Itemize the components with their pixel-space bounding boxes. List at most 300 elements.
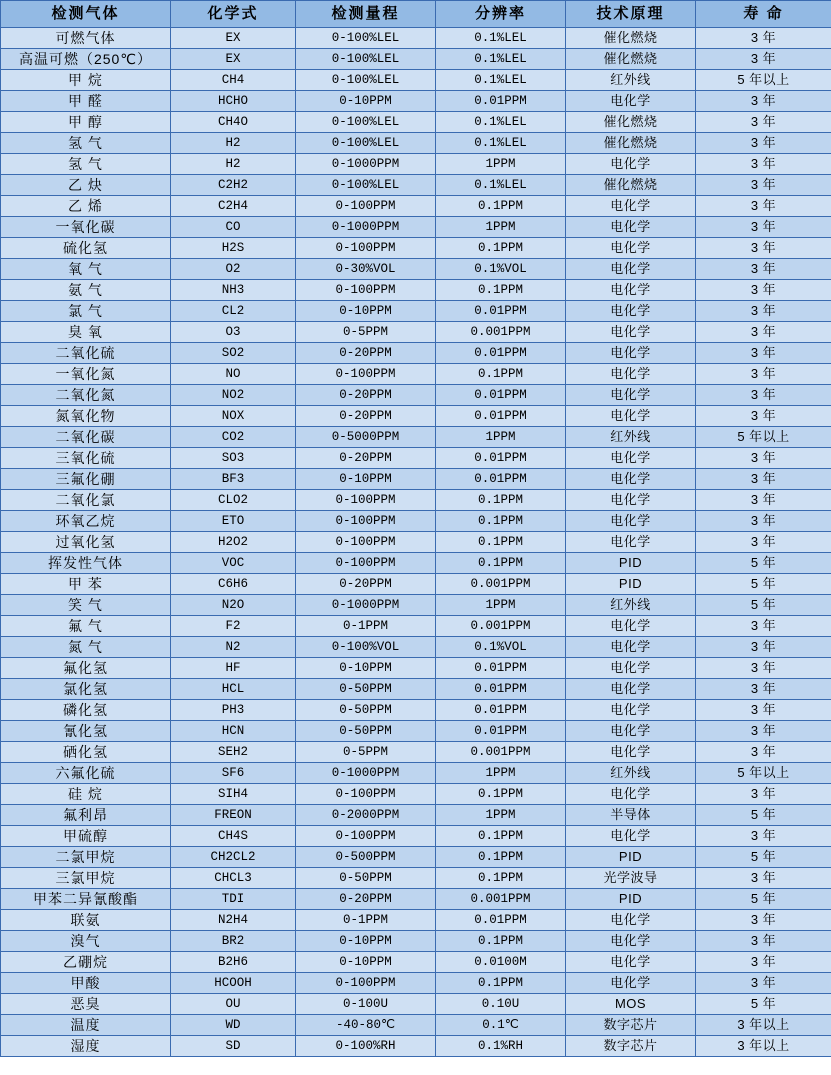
table-row (1, 847, 831, 868)
table-cell: 催化燃烧 (566, 175, 696, 196)
table-cell: 电化学 (566, 658, 696, 679)
table-cell: 0.01PPM (436, 91, 566, 112)
table-row (1, 805, 831, 826)
table-cell: N2 (171, 637, 296, 658)
table-cell: 二氯甲烷 (1, 847, 171, 868)
table-cell: 甲硫醇 (1, 826, 171, 847)
table-cell: C2H4 (171, 196, 296, 217)
table-cell: 3 年 (696, 658, 831, 679)
table-cell: 0-100PPM (296, 784, 436, 805)
table-cell: 0-100PPM (296, 973, 436, 994)
table-row (1, 595, 831, 616)
table-cell: 电化学 (566, 700, 696, 721)
table-cell: 氢 气 (1, 154, 171, 175)
table-cell: 二氧化氮 (1, 385, 171, 406)
table-cell: 氮 气 (1, 637, 171, 658)
table-cell: 3 年 (696, 826, 831, 847)
table-cell: NO (171, 364, 296, 385)
table-cell: 电化学 (566, 679, 696, 700)
table-cell: 催化燃烧 (566, 28, 696, 49)
table-cell: 电化学 (566, 91, 696, 112)
table-cell: 0-100%LEL (296, 28, 436, 49)
table-header (1, 1, 831, 28)
column-header-range: 检测量程 (296, 1, 436, 28)
table-cell: 0-50PPM (296, 868, 436, 889)
table-cell: CH2CL2 (171, 847, 296, 868)
table-cell: 氯 气 (1, 301, 171, 322)
table-row (1, 196, 831, 217)
table-row (1, 700, 831, 721)
table-cell: 二氧化碳 (1, 427, 171, 448)
table-cell: 3 年 (696, 343, 831, 364)
table-cell: 高温可燃（250℃） (1, 49, 171, 70)
table-cell: PID (566, 553, 696, 574)
table-cell: 0.1%LEL (436, 112, 566, 133)
table-cell: HF (171, 658, 296, 679)
table-row (1, 490, 831, 511)
table-cell: 电化学 (566, 784, 696, 805)
table-row (1, 238, 831, 259)
table-cell: 0.01PPM (436, 469, 566, 490)
table-cell: CL2 (171, 301, 296, 322)
table-cell: 电化学 (566, 637, 696, 658)
table-cell: 甲 烷 (1, 70, 171, 91)
header-row (1, 1, 831, 28)
table-cell: 0.1PPM (436, 238, 566, 259)
table-cell: 电化学 (566, 154, 696, 175)
table-cell: 3 年 (696, 28, 831, 49)
table-cell: 三氯甲烷 (1, 868, 171, 889)
table-cell: 二氧化氯 (1, 490, 171, 511)
table-cell: O3 (171, 322, 296, 343)
table-cell: 0-100%LEL (296, 133, 436, 154)
table-cell: 0.01PPM (436, 910, 566, 931)
table-cell: 0-100%LEL (296, 112, 436, 133)
table-cell: NH3 (171, 280, 296, 301)
table-row (1, 889, 831, 910)
table-cell: 0-100PPM (296, 511, 436, 532)
table-cell: 电化学 (566, 301, 696, 322)
table-cell: 5 年 (696, 574, 831, 595)
table-cell: SO3 (171, 448, 296, 469)
table-cell: 红外线 (566, 763, 696, 784)
table-cell: H2 (171, 154, 296, 175)
table-cell: PID (566, 574, 696, 595)
table-cell: 0.1%VOL (436, 637, 566, 658)
table-cell: 0-20PPM (296, 889, 436, 910)
table-row (1, 259, 831, 280)
table-cell: 3 年 (696, 973, 831, 994)
table-cell: 0-50PPM (296, 700, 436, 721)
table-cell: 氟化氢 (1, 658, 171, 679)
table-cell: 甲 醛 (1, 91, 171, 112)
table-cell: 0.01PPM (436, 700, 566, 721)
table-cell: 催化燃烧 (566, 112, 696, 133)
table-row (1, 679, 831, 700)
column-header-resolution: 分辨率 (436, 1, 566, 28)
table-cell: 5 年以上 (696, 427, 831, 448)
table-cell: 0-2000PPM (296, 805, 436, 826)
table-row (1, 217, 831, 238)
table-cell: 乙硼烷 (1, 952, 171, 973)
table-cell: 0-100%LEL (296, 70, 436, 91)
table-cell: 0.01PPM (436, 448, 566, 469)
table-row (1, 28, 831, 49)
table-cell: 甲 醇 (1, 112, 171, 133)
table-cell: 红外线 (566, 595, 696, 616)
table-row (1, 91, 831, 112)
table-cell: 0-100PPM (296, 196, 436, 217)
table-cell: 3 年 (696, 406, 831, 427)
table-cell: 乙 烯 (1, 196, 171, 217)
table-cell: SO2 (171, 343, 296, 364)
table-cell: 氧 气 (1, 259, 171, 280)
table-cell: 3 年 (696, 280, 831, 301)
table-row (1, 910, 831, 931)
table-row (1, 532, 831, 553)
table-row (1, 427, 831, 448)
table-cell: 3 年 (696, 952, 831, 973)
table-cell: 3 年 (696, 511, 831, 532)
table-cell: 0.1%LEL (436, 133, 566, 154)
table-row (1, 763, 831, 784)
table-cell: 0-1000PPM (296, 763, 436, 784)
table-cell: 5 年 (696, 595, 831, 616)
table-cell: 0-100PPM (296, 553, 436, 574)
table-cell: 电化学 (566, 973, 696, 994)
table-cell: 0-100PPM (296, 490, 436, 511)
table-cell: O2 (171, 259, 296, 280)
table-cell: 过氧化氢 (1, 532, 171, 553)
table-cell: 电化学 (566, 259, 696, 280)
table-cell: SD (171, 1036, 296, 1057)
table-cell: 3 年以上 (696, 1015, 831, 1036)
table-cell: 5 年 (696, 994, 831, 1015)
table-cell: BR2 (171, 931, 296, 952)
table-cell: 数字芯片 (566, 1015, 696, 1036)
table-cell: HCN (171, 721, 296, 742)
table-cell: CH4O (171, 112, 296, 133)
table-cell: CHCL3 (171, 868, 296, 889)
table-row (1, 280, 831, 301)
table-cell: 0-10PPM (296, 91, 436, 112)
table-cell: 电化学 (566, 952, 696, 973)
table-cell: 0-5PPM (296, 322, 436, 343)
table-cell: 半导体 (566, 805, 696, 826)
table-cell: 0-100PPM (296, 364, 436, 385)
table-cell: CLO2 (171, 490, 296, 511)
table-cell: 环氧乙烷 (1, 511, 171, 532)
table-cell: 0.1%VOL (436, 259, 566, 280)
table-cell: 0-20PPM (296, 343, 436, 364)
table-cell: 0-50PPM (296, 721, 436, 742)
table-cell: 电化学 (566, 910, 696, 931)
table-cell: 0-500PPM (296, 847, 436, 868)
table-cell: 3 年 (696, 133, 831, 154)
table-row (1, 658, 831, 679)
table-cell: PID (566, 847, 696, 868)
table-cell: 0.1%LEL (436, 49, 566, 70)
table-cell: 三氧化硫 (1, 448, 171, 469)
table-cell: 电化学 (566, 490, 696, 511)
table-cell: 数字芯片 (566, 1036, 696, 1057)
table-cell: 0.1PPM (436, 826, 566, 847)
table-cell: 3 年 (696, 910, 831, 931)
table-cell: 3 年 (696, 49, 831, 70)
table-cell: 0-5PPM (296, 742, 436, 763)
table-cell: 0-100%VOL (296, 637, 436, 658)
table-cell: 3 年 (696, 364, 831, 385)
table-cell: 0-20PPM (296, 448, 436, 469)
table-cell: 电化学 (566, 280, 696, 301)
table-cell: 臭 氧 (1, 322, 171, 343)
table-cell: 电化学 (566, 217, 696, 238)
table-cell: 0.1PPM (436, 553, 566, 574)
table-cell: 3 年 (696, 385, 831, 406)
table-cell: EX (171, 49, 296, 70)
table-cell: 电化学 (566, 322, 696, 343)
table-cell: 3 年 (696, 217, 831, 238)
table-cell: 溴气 (1, 931, 171, 952)
table-cell: 1PPM (436, 154, 566, 175)
table-cell: 可燃气体 (1, 28, 171, 49)
table-cell: CO2 (171, 427, 296, 448)
table-cell: 电化学 (566, 532, 696, 553)
table-cell: 0.01PPM (436, 343, 566, 364)
table-cell: 0-100PPM (296, 280, 436, 301)
table-cell: 1PPM (436, 427, 566, 448)
table-row (1, 364, 831, 385)
table-cell: 电化学 (566, 511, 696, 532)
table-cell: 湿度 (1, 1036, 171, 1057)
table-cell: 0.1%LEL (436, 70, 566, 91)
table-row (1, 994, 831, 1015)
table-cell: 催化燃烧 (566, 49, 696, 70)
table-cell: 硒化氢 (1, 742, 171, 763)
table-cell: 氟利昂 (1, 805, 171, 826)
table-cell: 电化学 (566, 469, 696, 490)
table-cell: 电化学 (566, 238, 696, 259)
table-cell: 0.001PPM (436, 574, 566, 595)
table-cell: 氮氧化物 (1, 406, 171, 427)
table-cell: 0.1PPM (436, 931, 566, 952)
table-cell: 3 年 (696, 616, 831, 637)
table-cell: 一氧化氮 (1, 364, 171, 385)
table-cell: 3 年 (696, 175, 831, 196)
table-cell: 0.01PPM (436, 385, 566, 406)
table-cell: PH3 (171, 700, 296, 721)
table-cell: NOX (171, 406, 296, 427)
table-cell: 3 年 (696, 322, 831, 343)
table-cell: 3 年 (696, 700, 831, 721)
table-cell: 甲酸 (1, 973, 171, 994)
table-cell: CH4 (171, 70, 296, 91)
table-row (1, 133, 831, 154)
table-cell: ETO (171, 511, 296, 532)
table-cell: 3 年以上 (696, 1036, 831, 1057)
table-cell: 0.01PPM (436, 301, 566, 322)
table-cell: 3 年 (696, 91, 831, 112)
table-cell: HCOOH (171, 973, 296, 994)
table-cell: 电化学 (566, 616, 696, 637)
table-cell: C6H6 (171, 574, 296, 595)
table-cell: 0.1PPM (436, 784, 566, 805)
table-cell: 0-1000PPM (296, 154, 436, 175)
table-cell: H2 (171, 133, 296, 154)
table-cell: 0.01PPM (436, 679, 566, 700)
table-cell: 3 年 (696, 238, 831, 259)
table-cell: 5 年 (696, 805, 831, 826)
table-cell: WD (171, 1015, 296, 1036)
table-cell: 1PPM (436, 595, 566, 616)
table-cell: 乙 炔 (1, 175, 171, 196)
table-cell: 联氨 (1, 910, 171, 931)
table-cell: 3 年 (696, 448, 831, 469)
table-cell: 0-100%RH (296, 1036, 436, 1057)
table-cell: 硅 烷 (1, 784, 171, 805)
table-cell: 0.1%RH (436, 1036, 566, 1057)
table-cell: 红外线 (566, 427, 696, 448)
table-cell: 0-100U (296, 994, 436, 1015)
table-row (1, 112, 831, 133)
table-row (1, 742, 831, 763)
table-cell: 3 年 (696, 112, 831, 133)
table-cell: SF6 (171, 763, 296, 784)
table-cell: 三氟化硼 (1, 469, 171, 490)
table-cell: 氢 气 (1, 133, 171, 154)
table-cell: 3 年 (696, 490, 831, 511)
table-cell: 甲 苯 (1, 574, 171, 595)
table-cell: C2H2 (171, 175, 296, 196)
table-cell: 3 年 (696, 532, 831, 553)
table-cell: 氨 气 (1, 280, 171, 301)
table-cell: 六氟化硫 (1, 763, 171, 784)
table-row (1, 1015, 831, 1036)
table-row (1, 322, 831, 343)
table-cell: 0.1PPM (436, 511, 566, 532)
table-row (1, 175, 831, 196)
table-cell: H2O2 (171, 532, 296, 553)
table-cell: N2H4 (171, 910, 296, 931)
table-row (1, 868, 831, 889)
table-row (1, 553, 831, 574)
table-body (1, 28, 831, 1057)
column-header-life: 寿 命 (696, 1, 831, 28)
table-cell: 3 年 (696, 721, 831, 742)
table-cell: 磷化氢 (1, 700, 171, 721)
table-cell: 0-10PPM (296, 469, 436, 490)
table-cell: 5 年 (696, 889, 831, 910)
table-cell: 0.01PPM (436, 406, 566, 427)
table-cell: OU (171, 994, 296, 1015)
table-cell: 挥发性气体 (1, 553, 171, 574)
table-cell: CH4S (171, 826, 296, 847)
table-cell: 0-10PPM (296, 931, 436, 952)
table-cell: 0.1PPM (436, 364, 566, 385)
table-row (1, 301, 831, 322)
table-cell: 0-100PPM (296, 532, 436, 553)
table-row (1, 637, 831, 658)
table-row (1, 469, 831, 490)
table-cell: 3 年 (696, 469, 831, 490)
table-cell: 氰化氢 (1, 721, 171, 742)
table-cell: 0.0100M (436, 952, 566, 973)
table-cell: NO2 (171, 385, 296, 406)
table-row (1, 385, 831, 406)
table-cell: MOS (566, 994, 696, 1015)
column-header-principle: 技术原理 (566, 1, 696, 28)
table-cell: 0.001PPM (436, 889, 566, 910)
table-cell: 催化燃烧 (566, 133, 696, 154)
table-cell: 电化学 (566, 721, 696, 742)
table-cell: 0-50PPM (296, 679, 436, 700)
table-row (1, 1036, 831, 1057)
table-cell: 0-1000PPM (296, 595, 436, 616)
table-cell: 3 年 (696, 154, 831, 175)
table-cell: 电化学 (566, 385, 696, 406)
table-row (1, 343, 831, 364)
table-cell: 电化学 (566, 931, 696, 952)
table-row (1, 973, 831, 994)
table-cell: 0-1000PPM (296, 217, 436, 238)
table-cell: 氯化氢 (1, 679, 171, 700)
table-cell: 3 年 (696, 679, 831, 700)
table-cell: 1PPM (436, 805, 566, 826)
table-row (1, 49, 831, 70)
table-cell: 0.10U (436, 994, 566, 1015)
table-cell: 0-100PPM (296, 826, 436, 847)
table-cell: 电化学 (566, 196, 696, 217)
table-row (1, 826, 831, 847)
table-row (1, 616, 831, 637)
table-cell: 0-1PPM (296, 616, 436, 637)
table-cell: 0-20PPM (296, 574, 436, 595)
table-cell: 0-10PPM (296, 952, 436, 973)
table-cell: 0-20PPM (296, 385, 436, 406)
table-cell: 电化学 (566, 448, 696, 469)
table-cell: HCHO (171, 91, 296, 112)
table-cell: B2H6 (171, 952, 296, 973)
table-cell: 3 年 (696, 784, 831, 805)
table-cell: 0.1℃ (436, 1015, 566, 1036)
table-row (1, 784, 831, 805)
table-cell: N2O (171, 595, 296, 616)
table-cell: 1PPM (436, 217, 566, 238)
table-cell: 0.01PPM (436, 721, 566, 742)
table-cell: 5 年以上 (696, 763, 831, 784)
table-cell: 0.1%LEL (436, 28, 566, 49)
column-header-gas: 检测气体 (1, 1, 171, 28)
table-cell: 0.1PPM (436, 847, 566, 868)
table-cell: FREON (171, 805, 296, 826)
table-cell: 0-100%LEL (296, 175, 436, 196)
table-cell: 0.1PPM (436, 280, 566, 301)
table-cell: 一氧化碳 (1, 217, 171, 238)
table-cell: 温度 (1, 1015, 171, 1036)
table-cell: 3 年 (696, 637, 831, 658)
table-cell: 1PPM (436, 763, 566, 784)
table-row (1, 511, 831, 532)
table-cell: 电化学 (566, 826, 696, 847)
table-cell: 硫化氢 (1, 238, 171, 259)
table-row (1, 721, 831, 742)
table-cell: TDI (171, 889, 296, 910)
table-cell: 笑 气 (1, 595, 171, 616)
table-cell: 电化学 (566, 364, 696, 385)
table-cell: SIH4 (171, 784, 296, 805)
table-cell: 3 年 (696, 259, 831, 280)
table-cell: 3 年 (696, 301, 831, 322)
